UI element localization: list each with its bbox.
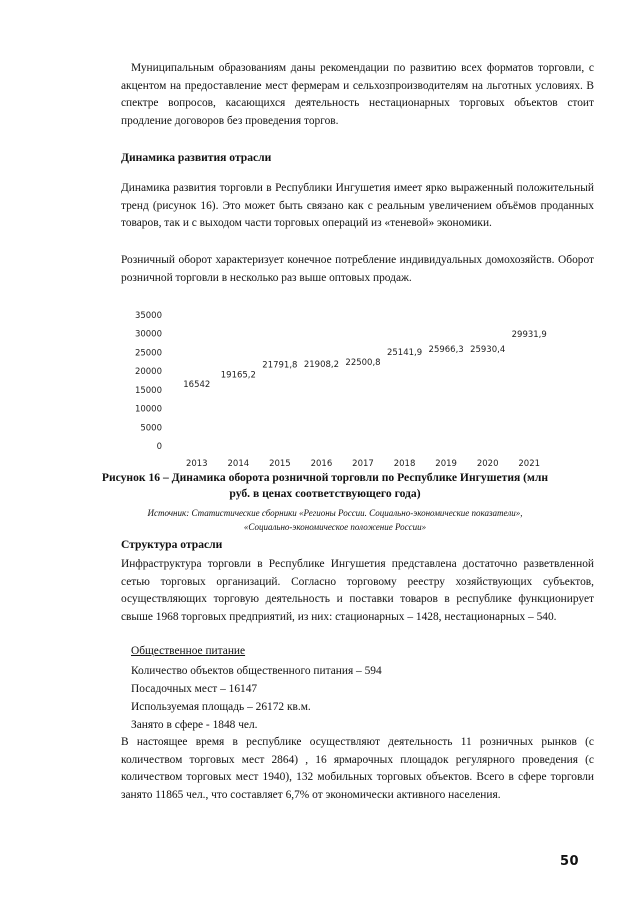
x-tick-label: 2017 [352, 459, 374, 469]
y-tick-label: 20000 [134, 367, 162, 378]
page-number: 50 [560, 854, 580, 869]
data-label: 21791,8 [262, 360, 298, 371]
y-tick-label: 25000 [134, 348, 162, 359]
retail-turnover-chart [110, 305, 570, 472]
y-tick-label: 30000 [134, 329, 162, 340]
x-tick-label: 2014 [227, 459, 250, 469]
markets-paragraph [121, 734, 594, 804]
y-tick-label: 15000 [134, 385, 162, 396]
catering-item: Занято в сфере - 1848 чел. [131, 719, 258, 731]
y-tick-label: 35000 [134, 311, 162, 321]
retail-paragraph [121, 252, 594, 287]
heading-dynamics: Динамика развития отрасли [121, 151, 272, 164]
catering-title: Общественное питание [131, 645, 246, 657]
data-label: 16542 [183, 380, 211, 391]
x-tick-label: 2020 [476, 459, 499, 469]
x-tick-label: 2013 [185, 459, 208, 469]
catering-item: Количество объектов общественного питания – 594 [131, 665, 382, 677]
x-tick-label: 2018 [393, 459, 416, 469]
data-label: 19165,2 [220, 370, 256, 381]
figure-source-line-1: Источник: Статистические сборники «Регионы России. Социально-экономические показатели», [147, 508, 523, 518]
x-tick-label: 2015 [269, 459, 291, 469]
catering-item: Используемая площадь – 26172 кв.м. [131, 701, 311, 713]
data-label: 29931,9 [511, 329, 547, 340]
catering-item: Посадочных мест – 16147 [131, 683, 258, 695]
intro-paragraph [121, 60, 594, 130]
heading-structure: Структура отрасли [121, 538, 223, 551]
y-tick-label: 5000 [140, 423, 162, 434]
data-label: 22500,8 [345, 357, 381, 368]
structure-text: Инфраструктура торговли в Республике Ингушетия представлена достаточно разветвленной сетью торговых организаций. Согласно торговому реестру хозяйствующих субъектов, осуществляющих торговую деятельность и поставки товаров в республике функционирует свыше 1968 торговых предприятий, из них: стационарных – 1428, нестационарных – 540. [121, 558, 594, 623]
data-label: 25141,9 [386, 347, 423, 358]
figure-source-line-2: «Социально-экономическое положение России» [243, 522, 427, 532]
data-label: 21908,2 [303, 360, 340, 371]
retail-text: Розничный оборот характеризует конечное потребление индивидуальных домохозяйств. Оборот розничной торговли в несколько раз выше оптовых продаж. [121, 254, 594, 284]
figure-caption-line-1: Рисунок 16 – Динамика оборота розничной торговли по Республике Ингушетия (млн [101, 471, 549, 484]
data-label: 25966,3 [428, 344, 464, 355]
y-tick-label: 0 [156, 442, 162, 452]
y-tick-label: 10000 [134, 404, 162, 415]
data-label: 25930,4 [470, 344, 506, 355]
x-tick-label: 2021 [518, 459, 541, 469]
x-tick-label: 2019 [435, 459, 457, 469]
structure-paragraph [121, 556, 594, 626]
figure-caption-line-2: руб. в ценах соответствующего года) [229, 487, 421, 500]
figure-caption [80, 470, 570, 502]
x-tick-label: 2016 [310, 459, 333, 469]
dynamics-text: Динамика развития торговли в Республики Ингушетия имеет ярко выраженный положительный тренд (рисунок 16). Это может быть связано как с реальным увеличением объёмов проданных товаров, так и с выходом части торговых операций из «теневой» экономики. [121, 182, 594, 230]
markets-text: В настоящее время в республике осуществляют деятельность 11 розничных рынков (с количеством торговых мест 2864) , 16 ярмарочных площадок регулярного проведения (с количеством торговых мест 1940), 132 мобильных торговых объектов. Всего в сфере торговли занято 11865 чел., что составляет 6,7% от экономически активного населения. [121, 736, 594, 801]
intro-text: Муниципальным образованиям даны рекомендации по развитию всех форматов торговли, с акцентом на предоставление мест фермерам и сельхозпроизводителям на льготных условиях. В спектре вопросов, касающихся деятельность нестационарных торговых объектов стоит продление договоров без проведения торгов. [121, 62, 594, 127]
figure-source [100, 506, 570, 534]
dynamics-paragraph [121, 180, 594, 233]
